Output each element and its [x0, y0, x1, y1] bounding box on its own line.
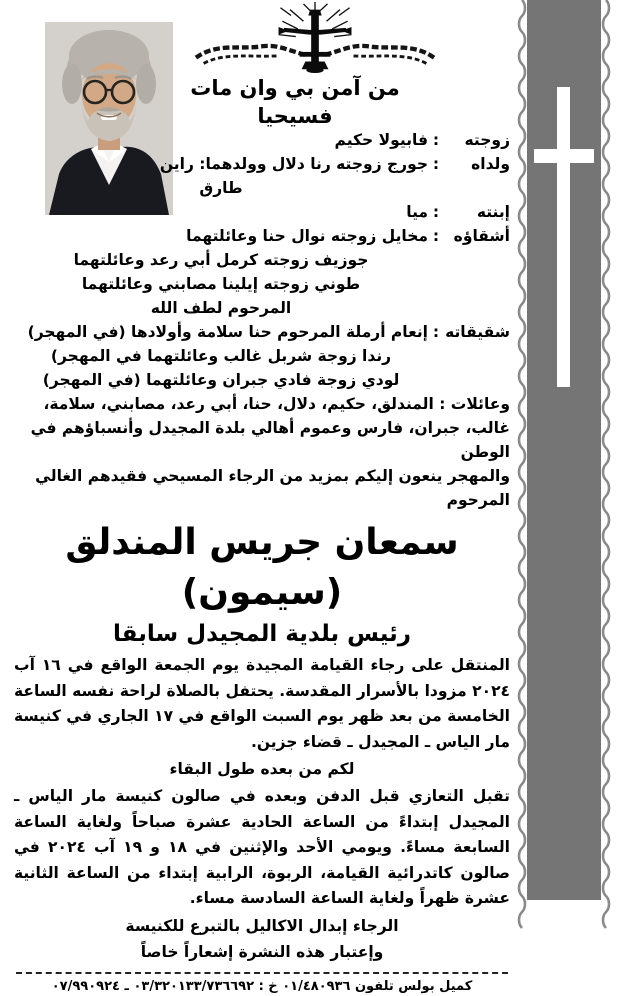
contact-footer: كميل بولس تلفون ٠١/٤٨٠٩٣٦ خ : ٠٣/٣٢٠١٣٣/٧٣٦٦٩٢ ـ ٠٧/٩٩٠٩٢٤ [51, 978, 473, 994]
family-value: فابيولا حكيم [334, 131, 428, 149]
cross-icon [279, 10, 352, 73]
white-latin-cross-icon [557, 87, 570, 387]
families-line: وعائلات : المندلق، حكيم، دلال، حنا، أبي رعد، مصابني، سلامة، [43, 395, 510, 413]
family-value: طوني زوجته إيلينا مصابني وعائلتهما [81, 275, 361, 293]
family-row-sisters [14, 320, 510, 392]
passing-paragraph: المنتقل على رجاء القيامة المجيدة يوم الجمعة الواقع في ١٦ آب ٢٠٢٤ مزودا بالأسرار المقدسة. يحتفل بالصلاة لراحة نفسه الساعة الخامسة من بعد ظهر يوم السبت الواقع في ١٧ الجاري في كنيسة مار الياس ـ المجيدل ـ قضاء جزين. [14, 656, 510, 751]
colon: : [432, 155, 440, 173]
family-value: جورج زوجته رنا دلال وولدهما: راين [159, 155, 428, 173]
wreaths-line: الرجاء إبدال الاكاليل بالتبرع للكنيسة [125, 916, 399, 935]
families-line: غالب، جبران، فارس وعموم أهالي بلدة المجيدل وأنسباؤهم في الوطن [30, 419, 510, 461]
family-value: رندا زوجة شربل غالب وعائلتهما في المهجر) [50, 347, 392, 365]
colon: : [432, 227, 440, 245]
families-line: والمهجر ينعون إليكم بمزيد من الرجاء المسيحي فقيدهم الغالي المرحوم [35, 467, 510, 509]
families-paragraph [14, 392, 510, 512]
family-value: إنعام أرملة المرحوم حنا سلامة وأولادها (في المهجر) [27, 323, 428, 341]
white-latin-cross-arm [534, 149, 594, 163]
family-value: ميا [406, 203, 428, 221]
family-value: جوزيف زوجته كرمل أبي رعد وعائلتهما [73, 251, 369, 269]
family-row-sons [14, 152, 510, 200]
scripture-verse: من آمن بي وان مات فسيحيا [190, 76, 400, 128]
family-value: مخايل زوجته نوال حنا وعائلتهما [186, 227, 428, 245]
wavy-border-right [601, 0, 611, 900]
deceased-name: سمعان جريس المندلق (سيمون) [65, 522, 459, 613]
notice-line: وإعتبار هذه النشرة إشعاراً خاصاً [140, 942, 384, 961]
family-label: زوجته [464, 131, 510, 149]
colon: : [432, 323, 440, 341]
condolences-paragraph: تقبل التعازي قبل الدفن وبعده في صالون كنيسة مار الياس ـ المجيدل إبتداءً من الساعة الحادية عشرة صباحاً ولغاية الساعة السابعة مساءً. ويومي الأحد والإثنين في ١٨ و ١٩ آب ٢٠٢٤ في صالون كاتدرائية القيامة، الربوة، الرابية إبتداء من الساعة الثانية عشرة ظهراً ولغاية الساعة السادسة مساء. [14, 787, 510, 907]
dashed-divider [16, 972, 508, 974]
family-label: أشقاؤه [453, 227, 510, 245]
family-value: طارق [199, 179, 243, 197]
farewell-line: لكم من بعده طول البقاء [169, 760, 355, 778]
wavy-border-left [517, 0, 527, 900]
family-label: إبنته [476, 203, 510, 221]
cross-ornament-icon [185, 2, 445, 74]
family-value: لودي زوجة فادي جبران وعائلتهما (في المهجر) [42, 371, 400, 389]
main-text-column [14, 128, 510, 996]
family-row-wife [14, 128, 510, 152]
family-label: شقيقاته [445, 323, 510, 341]
deceased-former-title: رئيس بلدية المجيدل سابقا [113, 621, 411, 647]
family-row-brothers [14, 224, 510, 320]
colon: : [432, 203, 440, 221]
colon: : [432, 131, 440, 149]
family-label: ولداه [471, 155, 510, 173]
family-value: المرحوم لطف الله [150, 299, 292, 317]
family-row-daughter [14, 200, 510, 224]
